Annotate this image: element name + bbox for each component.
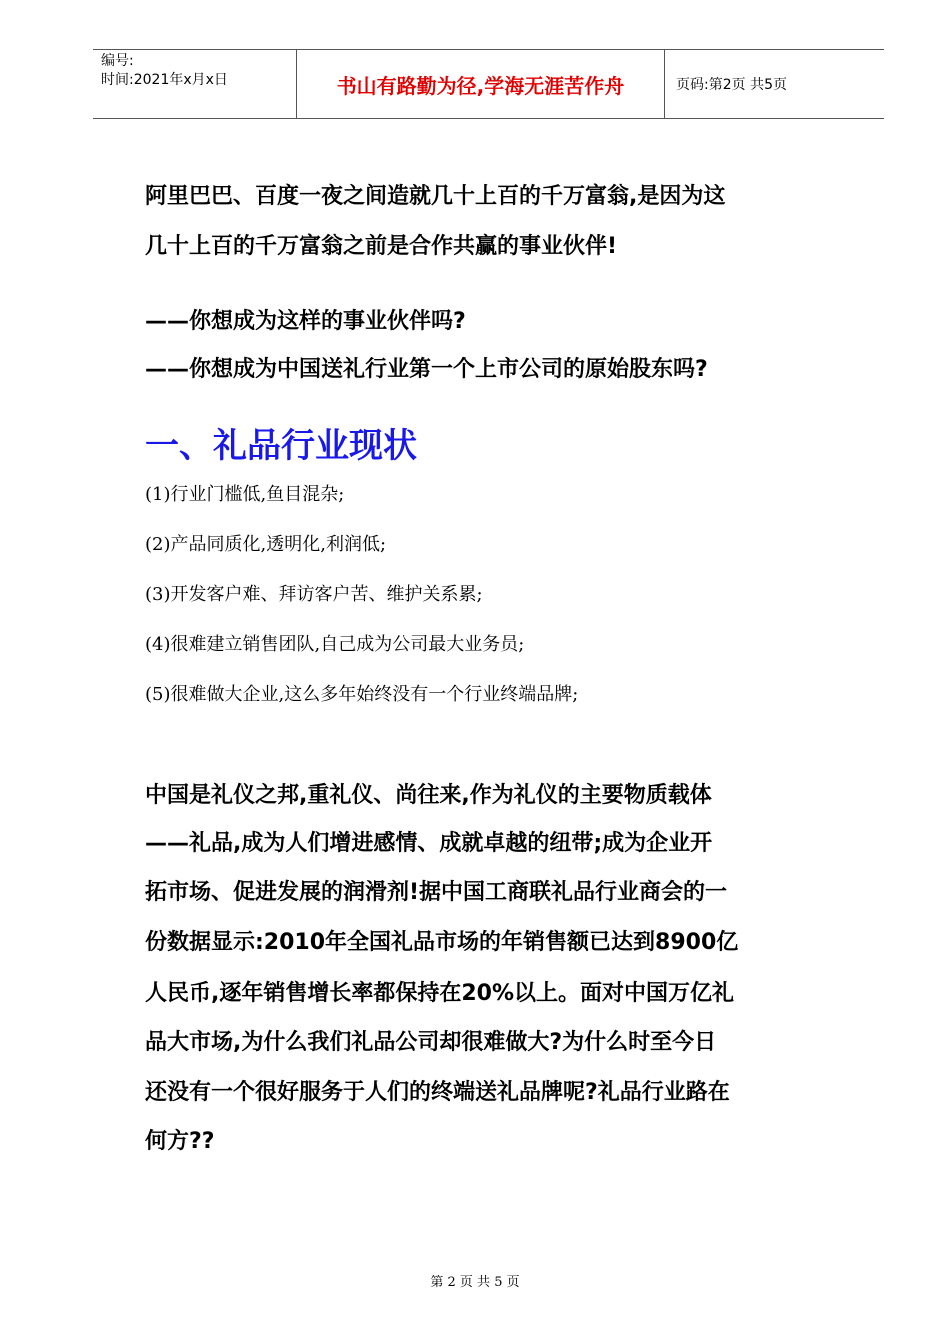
- body-line: 人民币,逐年销售增长率都保持在20%以上。面对中国万亿礼: [145, 981, 735, 1006]
- number-label: 编号:: [101, 53, 134, 69]
- section-heading: 一、礼品行业现状: [145, 426, 417, 466]
- list-item: (4)很难建立销售团队,自己成为公司最大业务员;: [145, 634, 525, 655]
- intro-line: 几十上百的千万富翁之前是合作共赢的事业伙伴!: [145, 234, 618, 259]
- time-label: 时间:2021年x月x日: [101, 72, 228, 88]
- header-page-label: 页码:第2页 共5页: [676, 77, 787, 93]
- header-meta: [101, 52, 296, 90]
- list-item: (1)行业门槛低,鱼目混杂;: [145, 484, 345, 505]
- list-item: (5)很难做大企业,这么多年始终没有一个行业终端品牌;: [145, 684, 579, 705]
- body-line: ——礼品,成为人们增进感情、成就卓越的纽带;成为企业开: [145, 831, 713, 856]
- body-line: 拓市场、促进发展的润滑剂!据中国工商联礼品行业商会的一: [145, 880, 728, 905]
- intro-line: 阿里巴巴、百度一夜之间造就几十上百的千万富翁,是因为这: [145, 184, 726, 209]
- list-item: (3)开发客户难、拜访客户苦、维护关系累;: [145, 584, 483, 605]
- body-line: 份数据显示:2010年全国礼品市场的年销售额已达到8900亿: [145, 930, 739, 955]
- page-header: [93, 49, 884, 119]
- page-footer: 第 2 页 共 5 页: [430, 1275, 520, 1290]
- intro-question: ——你想成为中国送礼行业第一个上市公司的原始股东吗?: [145, 357, 708, 382]
- body-line: 品大市场,为什么我们礼品公司却很难做大?为什么时至今日: [145, 1030, 717, 1055]
- body-line: 中国是礼仪之邦,重礼仪、尚往来,作为礼仪的主要物质载体: [145, 783, 712, 808]
- intro-question: ——你想成为这样的事业伙伴吗?: [145, 309, 466, 334]
- header-motto: 书山有路勤为径,学海无涯苦作舟: [336, 73, 625, 98]
- body-line: 还没有一个很好服务于人们的终端送礼品牌呢?礼品行业路在: [145, 1080, 730, 1105]
- header-divider: [664, 50, 665, 118]
- body-line: 何方??: [145, 1129, 215, 1154]
- list-item: (2)产品同质化,透明化,利润低;: [145, 534, 387, 555]
